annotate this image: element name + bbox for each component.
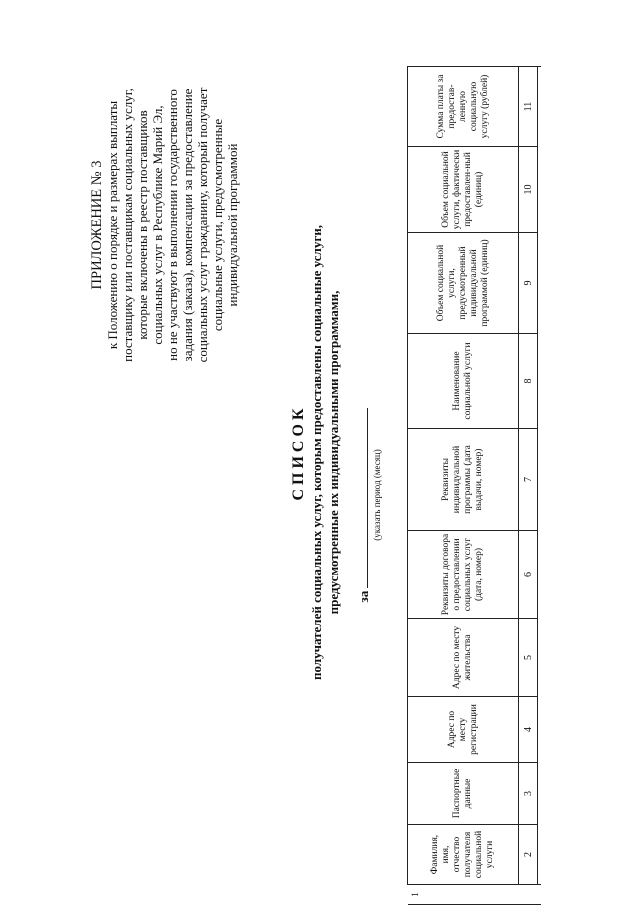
appendix-line: задания (заказа), компенсации за предоставление — [180, 88, 195, 362]
column-number-cell: 9 — [519, 233, 538, 334]
column-number-cell: 6 — [519, 531, 538, 619]
period-blank-line — [355, 408, 368, 588]
header-cell: Наименование социальной услуги — [408, 334, 519, 429]
recipients-table — [407, 66, 541, 905]
appendix-line: к Положению о порядке и размерах выплаты — [105, 100, 120, 350]
period-field — [355, 355, 382, 655]
row-number-cell: 1 — [408, 885, 542, 905]
header-cell: Адрес по месту жительства — [408, 619, 519, 697]
appendix-line: которые включены в реестр поставщиков — [135, 110, 150, 340]
column-number-row — [519, 67, 538, 905]
appendix-line: социальных услуг гражданину, который получает — [195, 87, 210, 363]
appendix-title: ПРИЛОЖЕНИЕ № 3 — [89, 160, 105, 290]
header-cell: Паспортные данные — [408, 763, 519, 825]
header-cell: Объем социальной услуги, фактически предоставлен-ный (единиц) — [408, 147, 519, 233]
column-number-cell: 3 — [519, 763, 538, 825]
appendix-line: поставщику или поставщикам социальных услуг, — [120, 88, 135, 362]
header-cell: Реквизиты индивидуальной программы (дата выдачи, номер) — [408, 429, 519, 531]
column-number-cell: 11 — [519, 67, 538, 147]
column-number-cell: 2 — [519, 825, 538, 885]
period-hint: (указать период (месяц) — [372, 449, 382, 541]
heading-line-1: получателей социальных услуг, которым предоставлены социальные услуги, — [309, 225, 324, 680]
column-number-cell: 5 — [519, 619, 538, 697]
header-cell: Сумма платы за предостав-ленную социальную услугу (рублей) — [408, 67, 519, 147]
header-cell: Фамилия, имя, отчество получателя социальной услуги — [408, 825, 519, 885]
appendix-line: социальных услуг в Республике Марий Эл, — [150, 105, 165, 345]
column-number-cell: 7 — [519, 429, 538, 531]
column-number-cell: 4 — [519, 697, 538, 763]
header-cell: Реквизиты договора о предоставлении социальных услуг (дата, номер) — [408, 531, 519, 619]
appendix-line: социальные услуги, предусмотренные — [210, 118, 225, 332]
period-prefix: за — [356, 590, 371, 603]
column-number-cell: 8 — [519, 334, 538, 429]
heading-word: СПИСОК — [290, 404, 307, 501]
appendix-line: но не участвуют в выполнении государственного — [165, 89, 180, 361]
document-heading — [290, 0, 342, 905]
table-empty-row — [538, 67, 542, 905]
appendix-line: индивидуальной программой — [225, 143, 240, 307]
column-number-cell: 10 — [519, 147, 538, 233]
header-cell: Объем социальной услуги, предусмотренный индивидуальной программой (единиц) — [408, 233, 519, 334]
empty-cell — [538, 67, 542, 885]
header-cell: Адрес по месту регистрации — [408, 697, 519, 763]
table-header-row — [408, 67, 519, 905]
appendix-block — [90, 15, 240, 435]
heading-line-2: предусмотренные их индивидуальными программами, — [326, 290, 341, 615]
